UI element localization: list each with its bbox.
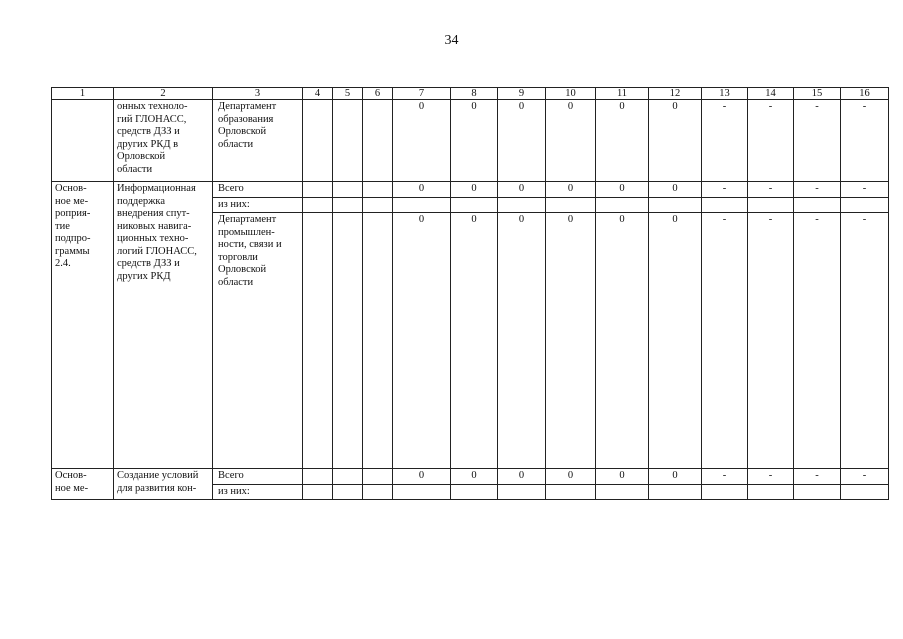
header-row xyxy=(52,88,889,100)
value-cell-col11 xyxy=(596,197,649,213)
value-cell-col12: 0 xyxy=(649,213,702,469)
value-cell-col10 xyxy=(546,197,596,213)
executor-cell: Всего xyxy=(213,182,303,198)
value-cell-col11: 0 xyxy=(596,469,649,485)
value-cell-col6 xyxy=(363,484,393,500)
value-cell-col5 xyxy=(333,197,363,213)
value-cell-col5 xyxy=(333,182,363,198)
value-cell-col14: - xyxy=(748,100,794,182)
value-cell-col16: - xyxy=(841,213,889,469)
value-cell-col16: - xyxy=(841,100,889,182)
value-cell-col7: 0 xyxy=(393,100,451,182)
value-cell-col14: - xyxy=(748,182,794,198)
column-header-2: 2 xyxy=(114,88,213,100)
value-cell-col13 xyxy=(702,484,748,500)
row-label-cell: Основ- ное ме- роприя- тие подпро- граммы 2.4. xyxy=(52,182,114,469)
value-cell-col9 xyxy=(498,197,546,213)
column-header-1: 1 xyxy=(52,88,114,100)
row-label-cell xyxy=(52,100,114,182)
value-cell-col12: 0 xyxy=(649,182,702,198)
column-header-14: 14 xyxy=(748,88,794,100)
value-cell-col11: 0 xyxy=(596,100,649,182)
value-cell-col11: 0 xyxy=(596,182,649,198)
value-cell-col10: 0 xyxy=(546,469,596,485)
value-cell-col16: - xyxy=(841,182,889,198)
column-header-3: 3 xyxy=(213,88,303,100)
value-cell-col13: - xyxy=(702,182,748,198)
value-cell-col8: 0 xyxy=(451,469,498,485)
measure-name-cell: Информационная поддержка внедрения спут- никовых навига- ционных техно- логий ГЛОНАСС, средств ДЗЗ и других РКД xyxy=(114,182,213,469)
value-cell-col15 xyxy=(794,197,841,213)
value-cell-col5 xyxy=(333,484,363,500)
value-cell-col10: 0 xyxy=(546,213,596,469)
value-cell-col6 xyxy=(363,182,393,198)
executor-cell: Всего xyxy=(213,469,303,485)
value-cell-col9: 0 xyxy=(498,182,546,198)
value-cell-col4 xyxy=(303,197,333,213)
value-cell-col6 xyxy=(363,100,393,182)
value-cell-col4 xyxy=(303,484,333,500)
value-cell-col8: 0 xyxy=(451,100,498,182)
value-cell-col10: 0 xyxy=(546,100,596,182)
row-label-cell: Основ- ное ме- xyxy=(52,469,114,500)
value-cell-col4 xyxy=(303,469,333,485)
column-header-6: 6 xyxy=(363,88,393,100)
column-header-9: 9 xyxy=(498,88,546,100)
value-cell-col7 xyxy=(393,484,451,500)
value-cell-col4 xyxy=(303,213,333,469)
column-header-8: 8 xyxy=(451,88,498,100)
value-cell-col14 xyxy=(748,197,794,213)
value-cell-col6 xyxy=(363,469,393,485)
value-cell-col11: 0 xyxy=(596,213,649,469)
value-cell-col9: 0 xyxy=(498,469,546,485)
measure-name-cell: Создание условий для развития кон- xyxy=(114,469,213,500)
value-cell-col8: 0 xyxy=(451,182,498,198)
value-cell-col5 xyxy=(333,213,363,469)
value-cell-col16 xyxy=(841,484,889,500)
measure-name-cell: онных техноло- гий ГЛОНАСС, средств ДЗЗ и других РКД в Орловской области xyxy=(114,100,213,182)
value-cell-col9: 0 xyxy=(498,100,546,182)
value-cell-col8 xyxy=(451,484,498,500)
value-cell-col13 xyxy=(702,197,748,213)
executor-cell: Департамент образования Орловской области xyxy=(213,100,303,182)
page-number: 34 xyxy=(444,33,459,48)
table-row xyxy=(52,469,889,485)
column-header-16: 16 xyxy=(841,88,889,100)
column-header-7: 7 xyxy=(393,88,451,100)
executor-cell: Департамент промышлен- ности, связи и торговли Орловской области xyxy=(213,213,303,469)
value-cell-col13: - xyxy=(702,100,748,182)
executor-cell: из них: xyxy=(213,197,303,213)
value-cell-col4 xyxy=(303,100,333,182)
value-cell-col12 xyxy=(649,197,702,213)
value-cell-col12: 0 xyxy=(649,100,702,182)
column-header-13: 13 xyxy=(702,88,748,100)
value-cell-col4 xyxy=(303,182,333,198)
value-cell-col14: - xyxy=(748,213,794,469)
value-cell-col5 xyxy=(333,469,363,485)
value-cell-col14: - xyxy=(748,469,794,485)
value-cell-col12: 0 xyxy=(649,469,702,485)
value-cell-col15 xyxy=(794,484,841,500)
column-header-5: 5 xyxy=(333,88,363,100)
value-cell-col7: 0 xyxy=(393,469,451,485)
value-cell-col7: 0 xyxy=(393,182,451,198)
value-cell-col15: - xyxy=(794,469,841,485)
value-cell-col9: 0 xyxy=(498,213,546,469)
value-cell-col12 xyxy=(649,484,702,500)
value-cell-col15: - xyxy=(794,213,841,469)
table-row xyxy=(52,100,889,182)
value-cell-col15: - xyxy=(794,100,841,182)
value-cell-col7 xyxy=(393,197,451,213)
column-header-15: 15 xyxy=(794,88,841,100)
value-cell-col13: - xyxy=(702,469,748,485)
value-cell-col11 xyxy=(596,484,649,500)
value-cell-col13: - xyxy=(702,213,748,469)
value-cell-col14 xyxy=(748,484,794,500)
column-header-12: 12 xyxy=(649,88,702,100)
value-cell-col10: 0 xyxy=(546,182,596,198)
table-row xyxy=(52,182,889,198)
value-cell-col6 xyxy=(363,213,393,469)
value-cell-col5 xyxy=(333,100,363,182)
value-cell-col15: - xyxy=(794,182,841,198)
value-cell-col10 xyxy=(546,484,596,500)
value-cell-col9 xyxy=(498,484,546,500)
value-cell-col16: - xyxy=(841,469,889,485)
value-cell-col8 xyxy=(451,197,498,213)
value-cell-col16 xyxy=(841,197,889,213)
value-cell-col7: 0 xyxy=(393,213,451,469)
column-header-11: 11 xyxy=(596,88,649,100)
budget-table xyxy=(51,87,889,500)
executor-cell: из них: xyxy=(213,484,303,500)
value-cell-col8: 0 xyxy=(451,213,498,469)
column-header-10: 10 xyxy=(546,88,596,100)
value-cell-col6 xyxy=(363,197,393,213)
column-header-4: 4 xyxy=(303,88,333,100)
